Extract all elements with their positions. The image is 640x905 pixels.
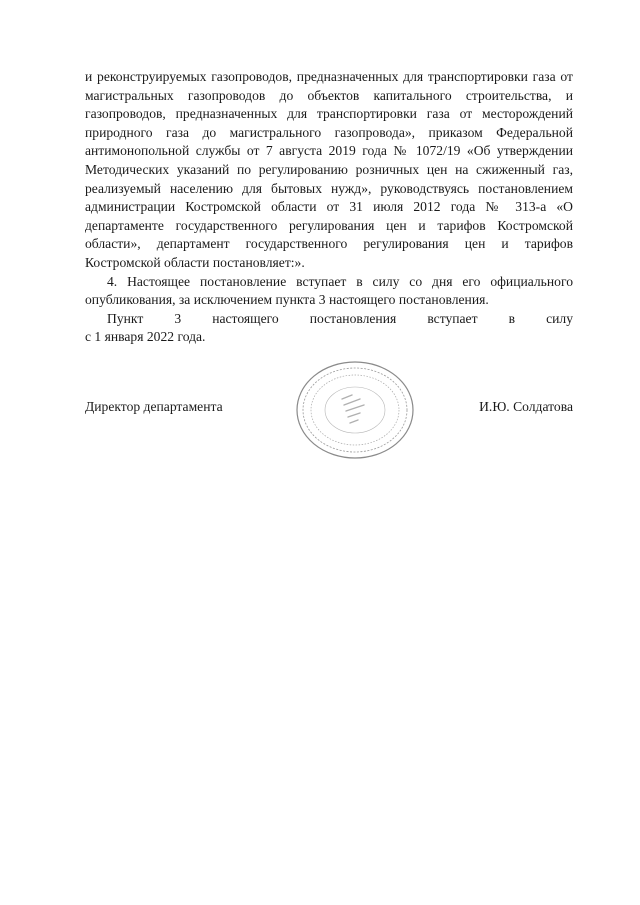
document-body [85, 68, 573, 347]
signatory-name: И.Ю. Солдатова [479, 399, 573, 414]
paragraph-continuation: и реконструируемых газопроводов, предназначенных для транспортировки газа от магистральных газопроводов до объектов капитального строительства, и газопроводов, предназначенных для транспортировки газа от месторождений природного газа до магистрального газопровода», приказом Федеральной антимонопольной службы от 7 августа 2019 года № 1072/19 «Об утверждении Методических указаний по регулированию розничных цен на сжиженный газ, реализуемый населению для бытовых нужд», руководствуясь постановлением администрации Костромской области от 31 июля 2012 года № 313-а «О департаменте государственного регулирования цен и тарифов Костромской области», департамент государственного регулирования цен и тарифов Костромской области постановляет:». [85, 69, 573, 270]
paragraph-item-4: 4. Настоящее постановление вступает в силу со дня его официального опубликования, за исключением пункта 3 настоящего постановления. [85, 273, 573, 308]
paragraph-point-3: Пункт 3 настоящего постановления вступает в силу [107, 310, 573, 326]
official-seal-stamp [290, 355, 420, 465]
paragraph-point-3-date: с 1 января 2022 года. [85, 329, 206, 345]
signatory-position: Директор департамента [85, 399, 223, 414]
